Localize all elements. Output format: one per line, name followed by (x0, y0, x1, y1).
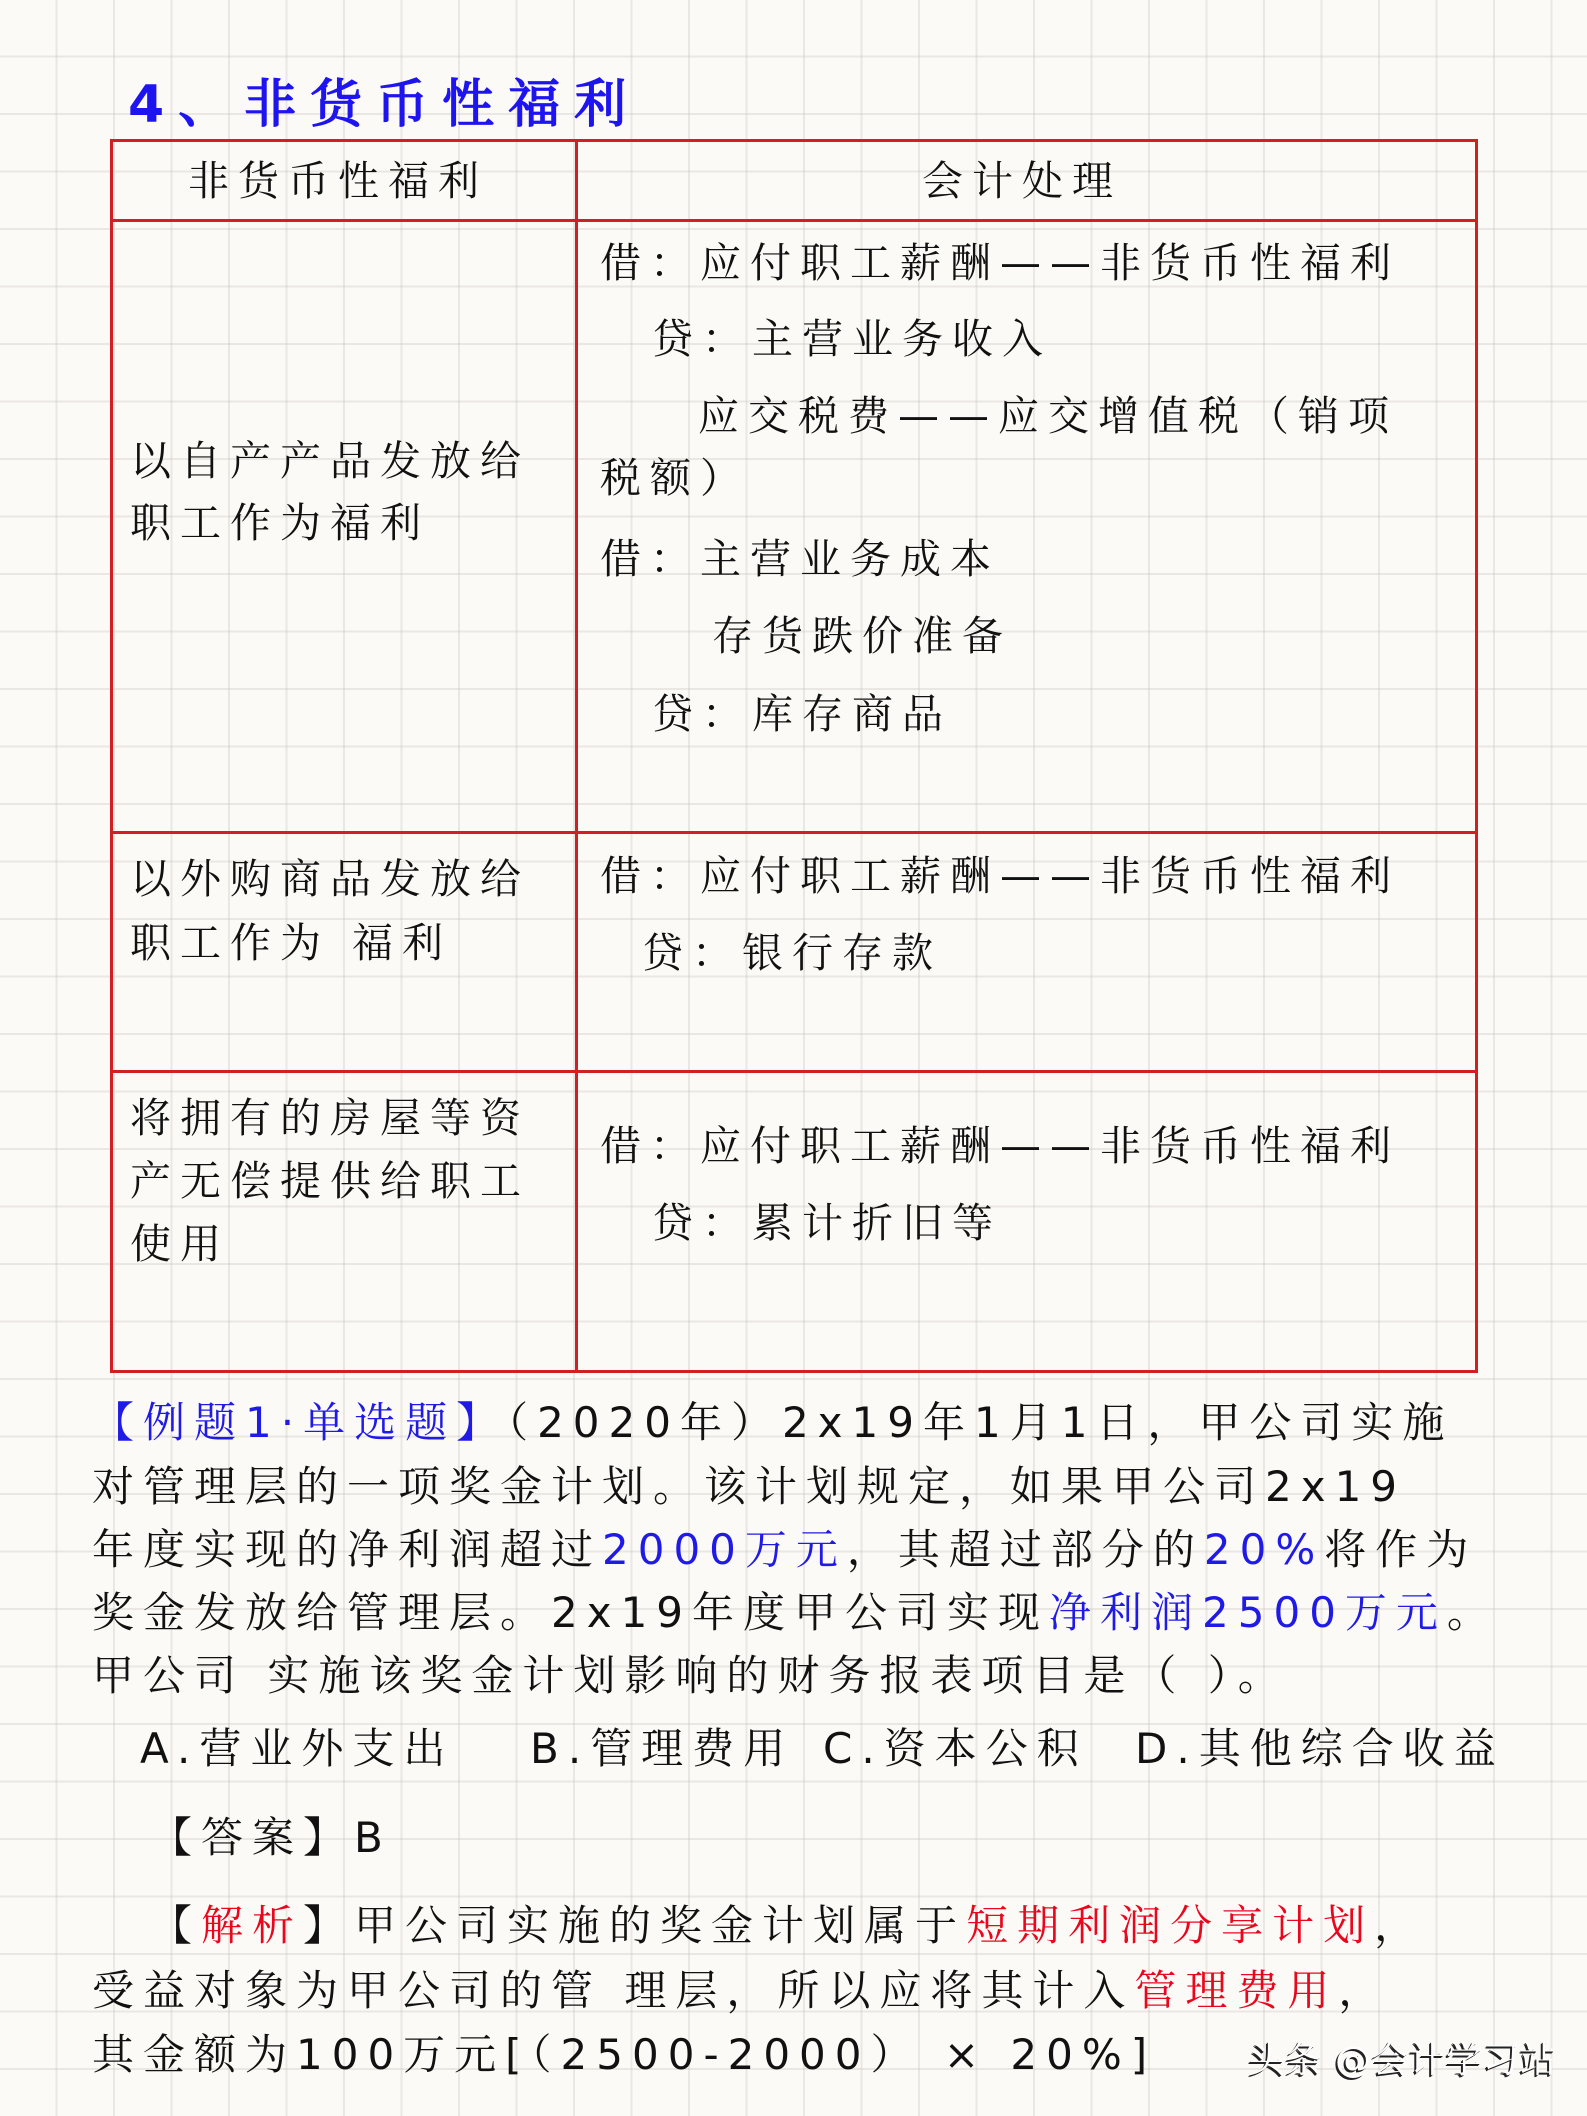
option-a: A.营业外支出 (140, 1724, 455, 1773)
example-line: 奖金发放给管理层。2x19年度甲公司实现净利润2500万元。 (92, 1588, 1498, 1637)
welfare-type-line: 以外购商品发放给 (130, 855, 530, 903)
option-d: D.其他综合收益 (1135, 1724, 1505, 1773)
journal-entry-line: 贷：主营业务收入 (652, 315, 1052, 363)
option-c: C.资本公积 (823, 1724, 1088, 1773)
highlight-admin-expense: 管理费用 (1134, 1966, 1339, 2015)
example-line: 甲公司 实施该奖金计划影响的财务报表项目是（ ）。 (92, 1651, 1289, 1700)
journal-entry-line: 贷：库存商品 (652, 690, 952, 738)
page-title: 4、非货币性福利 (128, 75, 641, 135)
welfare-type-line: 职工作为福利 (130, 499, 430, 547)
table-row-divider (110, 1070, 1478, 1073)
table-header-type: 非货币性福利 (188, 157, 488, 205)
analysis-label: 解析 (201, 1901, 304, 1950)
option-b: B.管理费用 (530, 1724, 795, 1773)
table-row-divider (110, 831, 1478, 834)
answer-line (150, 1805, 392, 1865)
highlight-threshold: 2000万元 (602, 1525, 847, 1574)
example-tag: 【例题1·单选题】 (92, 1398, 508, 1447)
welfare-type-line: 将拥有的房屋等资 (130, 1094, 530, 1142)
welfare-type-line: 产无偿提供给职工 (130, 1157, 530, 1205)
welfare-type-line: 职工作为 福利 (130, 919, 453, 967)
example-line: 年度实现的净利润超过2000万元，其超过部分的20%将作为 (92, 1525, 1478, 1574)
welfare-type-line: 使用 (130, 1220, 230, 1268)
journal-entry-line: 贷：累计折旧等 (652, 1199, 1002, 1247)
example-line: 对管理层的一项奖金计划。该计划规定，如果甲公司2x19 (92, 1462, 1407, 1511)
journal-entry-line: 借：应付职工薪酬——非货币性福利 (600, 239, 1400, 287)
highlight-plan-type: 短期利润分享计划 (966, 1901, 1375, 1950)
journal-entry-line: 借：应付职工薪酬——非货币性福利 (600, 852, 1400, 900)
journal-entry-line: 税额） (600, 454, 750, 502)
journal-entry-line: 借：应付职工薪酬——非货币性福利 (600, 1122, 1400, 1170)
table-header-accounting: 会计处理 (922, 157, 1122, 205)
journal-entry-line: 存货跌价准备 (712, 612, 1012, 660)
journal-entry-line: 借：主营业务成本 (600, 535, 1000, 583)
example-line: 【例题1·单选题】（2020年）2x19年1月1日，甲公司实施 (92, 1398, 1454, 1447)
analysis-line: 其金额为100万元[（2500-2000） × 20%] (92, 2030, 1157, 2079)
welfare-type-line: 以自产产品发放给 (130, 437, 530, 485)
analysis-line: 【解析】甲公司实施的奖金计划属于短期利润分享计划， (150, 1901, 1426, 1950)
table-column-divider (575, 139, 578, 1373)
watermark: 头条 @会计学习站 (1248, 2040, 1557, 2081)
journal-entry-line: 贷：银行存款 (642, 929, 942, 977)
highlight-net-profit: 净利润2500万元 (1049, 1588, 1447, 1637)
answer-label: 【答案】 (150, 1813, 355, 1862)
highlight-percent: 20% (1203, 1525, 1325, 1574)
journal-entry-line: 应交税费——应交增值税（销项 (698, 392, 1398, 440)
table-header-divider (110, 219, 1478, 222)
analysis-line: 受益对象为甲公司的管 理层，所以应将其计入管理费用， (92, 1966, 1390, 2015)
answer-value: B (354, 1813, 392, 1862)
